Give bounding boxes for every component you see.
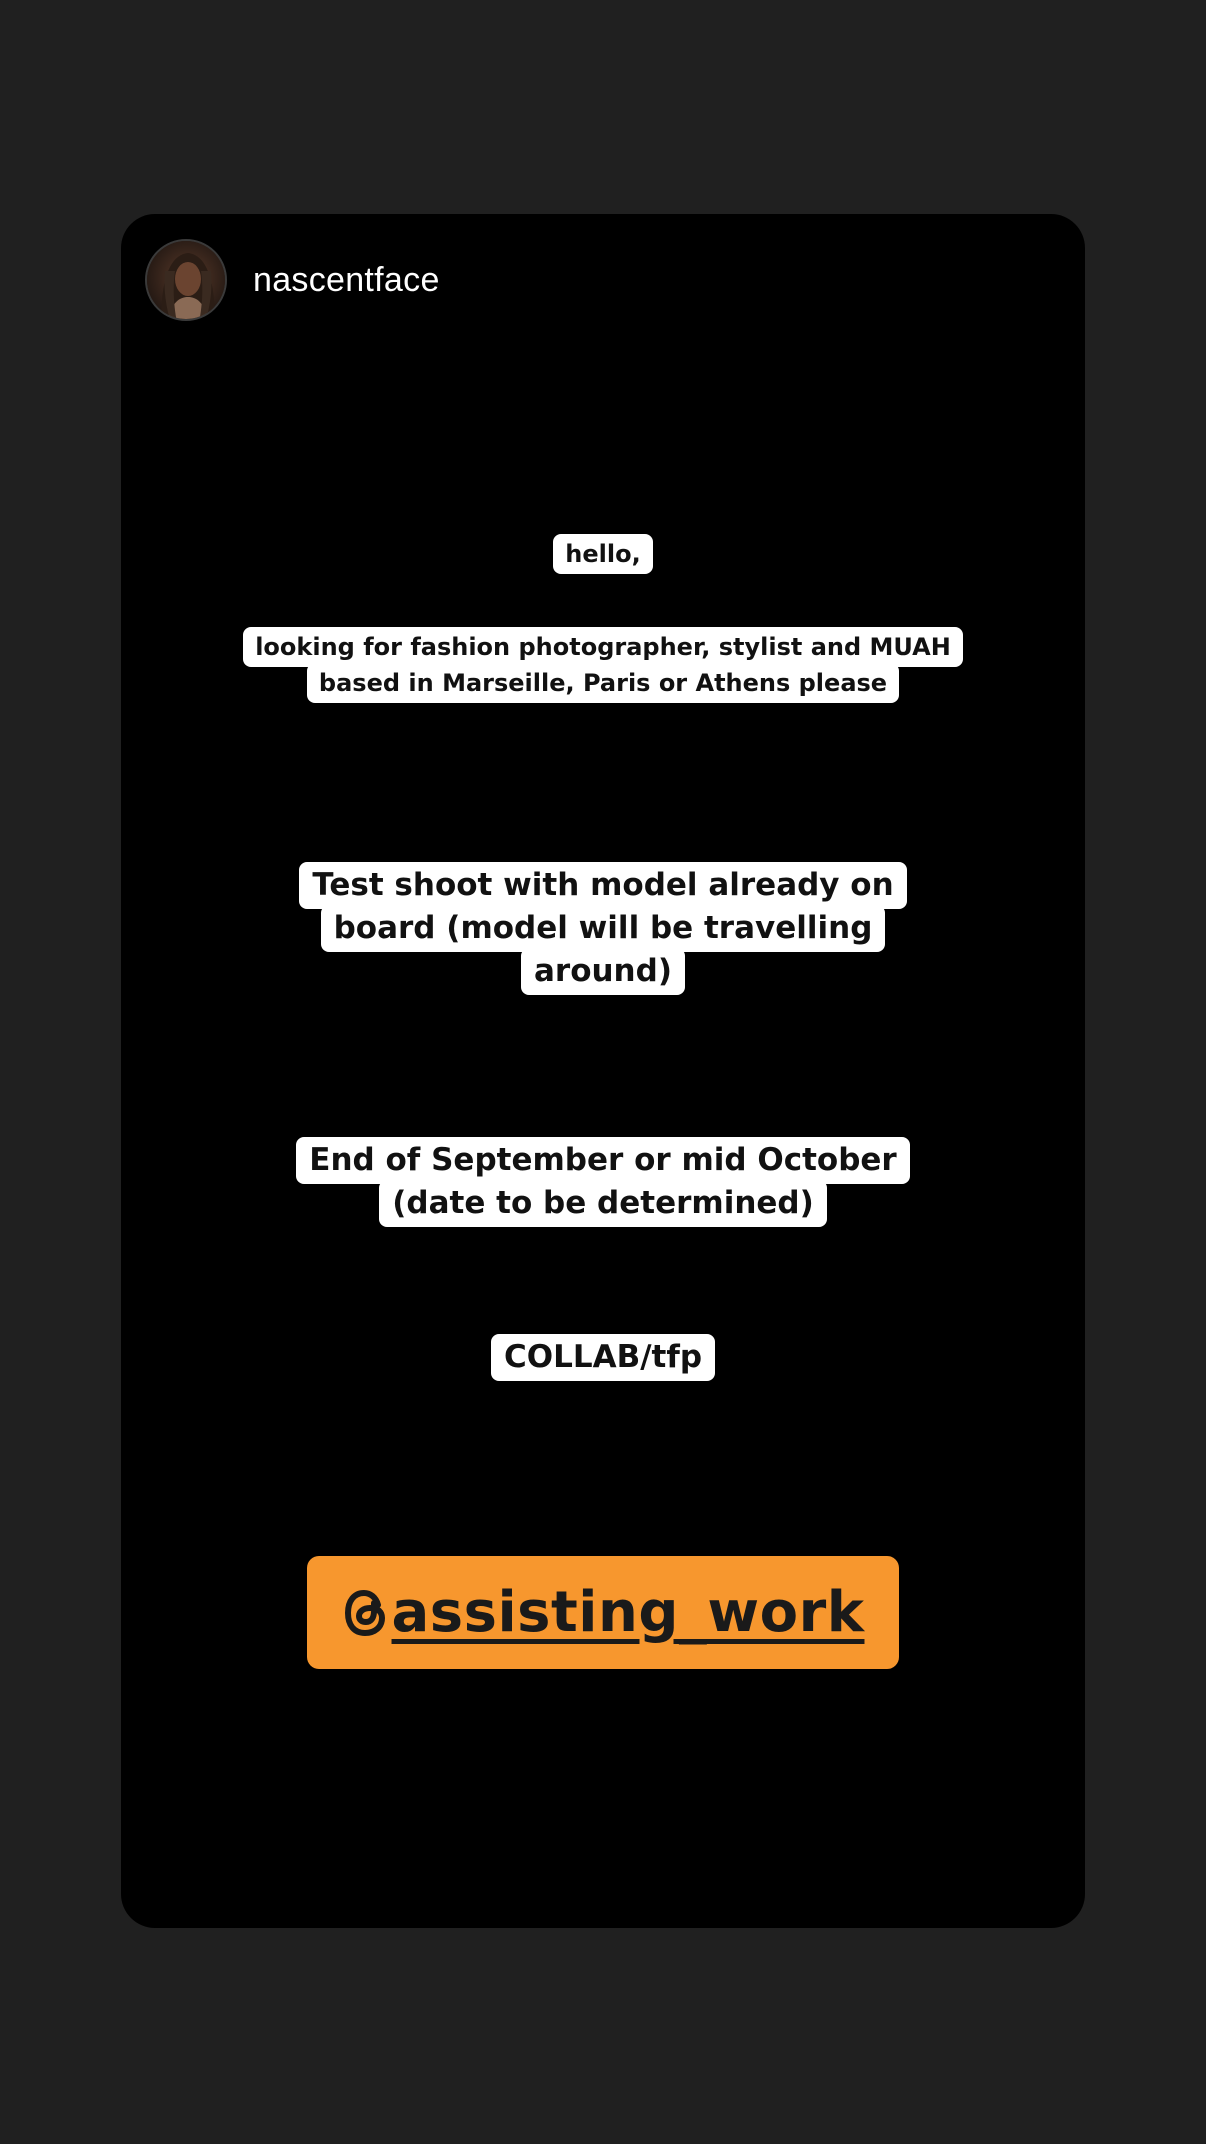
story-card[interactable]: [121, 214, 1085, 1928]
sticker-line: End of September or mid October: [296, 1137, 909, 1184]
collab-sticker: [121, 1334, 1085, 1381]
profile-photo-avatar-icon: [147, 241, 227, 321]
threads-icon: [342, 1585, 390, 1641]
sticker-line: looking for fashion photographer, stylist and MUAH: [243, 627, 963, 667]
sticker-line: around): [521, 948, 685, 995]
mention-handle[interactable]: assisting_work: [391, 1580, 865, 1645]
username[interactable]: nascentface: [253, 260, 440, 299]
looking-for-sticker: [121, 627, 1085, 703]
sticker-line: board (model will be travelling: [321, 905, 886, 952]
sticker-line: COLLAB/tfp: [491, 1334, 715, 1381]
sticker-line: (date to be determined): [379, 1180, 827, 1227]
sticker-line: hello,: [553, 534, 652, 574]
date-sticker: [121, 1137, 1085, 1227]
sticker-line: based in Marseille, Paris or Athens please: [307, 663, 899, 703]
hello-sticker: [121, 534, 1085, 574]
story-header: [145, 238, 440, 322]
mention-sticker[interactable]: [307, 1556, 899, 1669]
sticker-line: Test shoot with model already on: [299, 862, 906, 909]
mention-link[interactable]: [342, 1580, 865, 1645]
avatar[interactable]: [145, 239, 227, 321]
test-shoot-sticker: [121, 862, 1085, 995]
